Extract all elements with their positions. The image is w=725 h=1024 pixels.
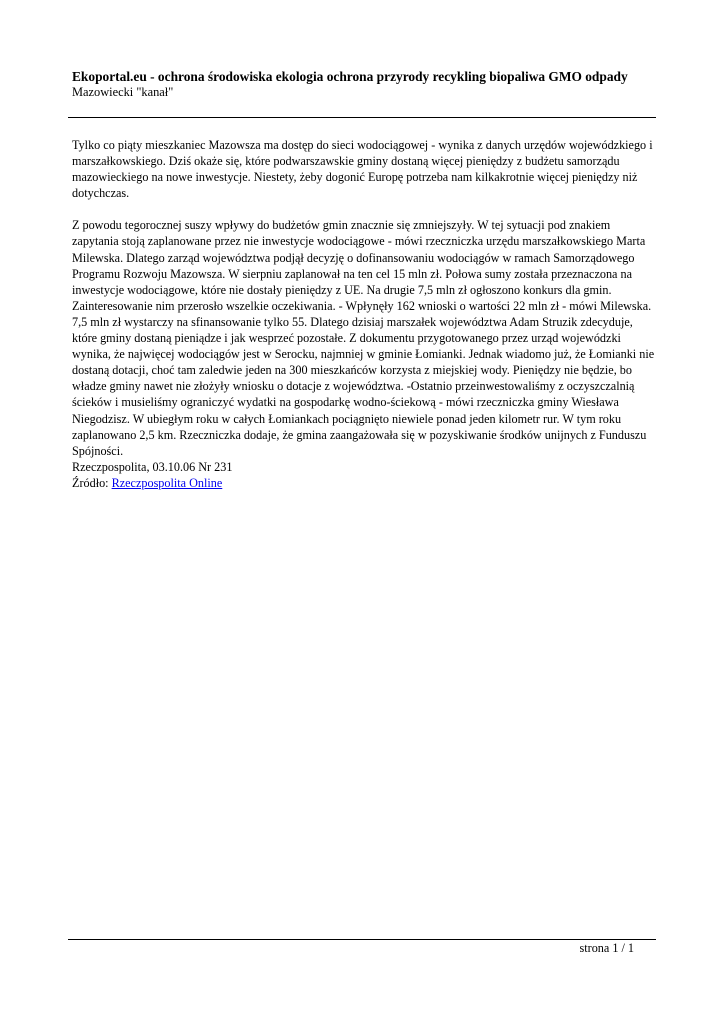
site-title: Ekoportal.eu - ochrona środowiska ekologia ochrona przyrody recykling biopaliwa GMO odpady: [72, 69, 628, 84]
article-lead-paragraph: Tylko co piąty mieszkaniec Mazowsza ma dostęp do sieci wodociągowej - wynika z danych urzędów wojewódzkiego i marszałkowskiego. Dziś okaże się, które podwarszawskie gminy dostaną więcej pieniędzy z budżetu samorządu mazowieckiego na nowe inwestycje. Niestety, żeby dogonić Europę potrzeba nam kilkakrotnie więcej pieniędzy niż dotychczas.: [72, 138, 653, 201]
paragraph-spacer: [72, 201, 657, 217]
article-source: [72, 475, 657, 491]
article-title: Mazowiecki "kanał": [72, 85, 174, 99]
source-label: Źródło:: [72, 475, 112, 490]
article-body: [72, 137, 657, 491]
article-citation: Rzeczpospolita, 03.10.06 Nr 231: [72, 459, 233, 474]
page-header: [72, 69, 662, 100]
article-main-paragraph: Z powodu tegorocznej suszy wpływy do budżetów gmin znacznie się zmniejszyły. W tej sytuacji pod znakiem zapytania stoją zaplanowane przez nie inwestycje wodociągowe - mówi rzeczniczka urzędu marszałkowskiego Marta Milewska. Dlatego zarząd województwa podjął decyzję o dofinansowaniu wodociągów w ramach Samorządowego Programu Rozwoju Mazowsza. W sierpniu zaplanował na ten cel 15 mln zł. Połowa sumy została przeznaczona na inwestycje wodociągowe, które nie dostały pieniędzy z UE. Na drugie 7,5 mln zł ogłoszono konkurs dla gmin. Zainteresowanie nim przerosło wszelkie oczekiwania. - Wpłynęły 162 wnioski o wartości 22 mln zł - mówi Milewska. 7,5 mln zł wystarczy na sfinansowanie tylko 55. Dlatego dzisiaj marszałek województwa Adam Struzik zdecyduje, które gminy dostaną pieniądze i jak wesprzeć pozostałe. Z dokumentu przygotowanego przez urząd wojewódzki wynika, że najwięcej wodociągów jest w Serocku, najmniej w gminie Łomianki. Jednak wiadomo już, że Łomianki nie dostaną dotacji, choć tam zaledwie jeden na 300 mieszkańców korzysta z miejskiej wody. Pieniędzy nie będzie, bo władze gminy nawet nie złożyły wniosku o dotacje z województwa. -Ostatnio przeinwestowaliśmy z oczyszczalnią ścieków i musieliśmy ograniczyć wydatki na gospodarkę wodno-ściekową - mówi rzeczniczka gminy Wiesława Niegodzisz. W ubiegłym roku w całych Łomiankach pociągnięto niewiele ponad jeden kilometr rur. W tym roku zaplanowano 2,5 km. Rzeczniczka dodaje, że gmina zaangażowała się w pozyskiwanie środków unijnych z Funduszu Spójności.: [72, 218, 655, 458]
page-number: strona 1 / 1: [579, 941, 634, 955]
source-link[interactable]: Rzeczpospolita Online: [111, 475, 223, 490]
header-divider: [68, 117, 656, 118]
footer-divider: [68, 939, 656, 940]
